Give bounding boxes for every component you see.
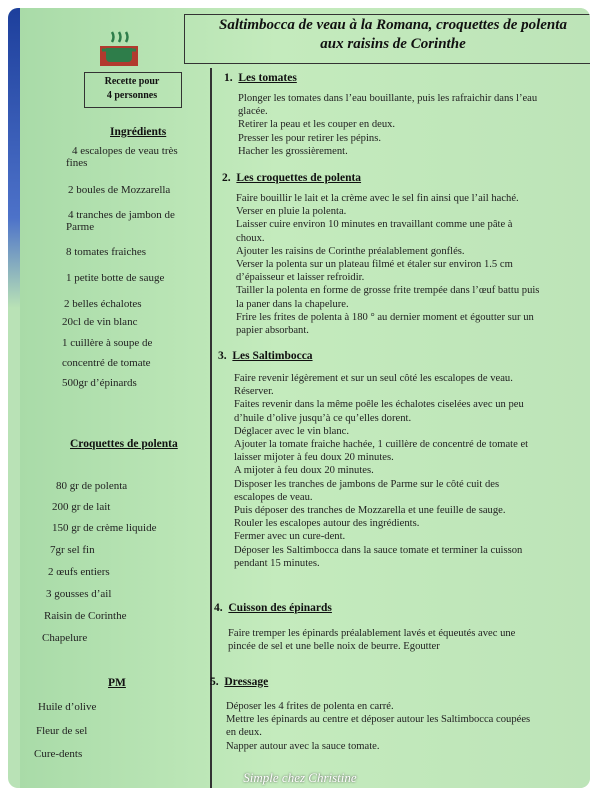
servings-line-2: 4 personnes	[106, 90, 158, 101]
section-saltimbocca-heading	[218, 350, 313, 362]
step-line: Frire les frites de polenta à 180 ° au dernier moment et égoutter sur un	[236, 311, 534, 323]
step-line: Fermer avec un cure-dent.	[234, 531, 346, 543]
section-epinards-steps	[228, 627, 515, 653]
pm-item: Fleur de sel	[36, 725, 88, 737]
step-line: choux.	[236, 232, 265, 244]
step-line: Faites revenir dans la même poêle les échalotes ciselées avec un peu	[234, 399, 524, 411]
ingredient-item: 1 cuillère à soupe de	[62, 337, 153, 349]
section-number: 4.	[214, 602, 223, 614]
ingredients-heading: Ingrédients	[110, 126, 167, 138]
croquette-item: 150 gr de crème liquide	[52, 522, 157, 534]
step-line: Rouler les escalopes autour des ingrédients.	[234, 518, 420, 530]
ingredient-item: 4 tranches de jambon de	[68, 209, 175, 221]
ingredient-item: 2 boules de Mozzarella	[68, 184, 171, 196]
step-line: la paner dans la chapelure.	[236, 298, 349, 310]
servings-line-1: Recette pour	[104, 76, 160, 87]
section-number: 2.	[222, 172, 231, 184]
section-tomates-steps	[238, 92, 537, 158]
step-line: Faire bouillir le lait et la crème avec le sel fin ainsi que l’ail haché.	[236, 193, 519, 204]
recipe-title-line-1: Saltimbocca de veau à la Romana, croquettes de polenta	[219, 17, 567, 33]
recipe-title-line-2: aux raisins de Corinthe	[320, 36, 466, 52]
section-title: Les Saltimbocca	[232, 350, 313, 362]
step-line: Faire tremper les épinards préalablement lavés et équeutés avec une	[228, 628, 516, 639]
section-croquettes-heading	[222, 172, 361, 184]
croquettes-heading: Croquettes de polenta	[70, 438, 178, 450]
section-title: Les croquettes de polenta	[236, 172, 362, 184]
recipe-title	[184, 16, 590, 54]
step-line: Ajouter la tomate fraiche hachée, 1 cuillère de concentré de tomate et	[234, 439, 529, 451]
section-epinards-heading	[214, 602, 332, 614]
ingredient-item: 8 tomates fraiches	[66, 246, 147, 258]
step-line: pendant 15 minutes.	[234, 557, 320, 569]
step-line: Tailler la polenta en forme de grosse frite trempée dans l’œuf battu puis	[236, 285, 540, 297]
step-line: Déposer les Saltimbocca dans la sauce tomate et terminer la cuisson	[234, 544, 523, 556]
step-line: pincée de sel et une belle noix de beurre. Egoutter	[228, 641, 440, 653]
step-line: d’épaisseur et laisser refroidir.	[236, 272, 365, 284]
section-number: 3.	[218, 350, 227, 362]
step-line: Disposer les tranches de jambons de Parme sur le côté cuit des	[234, 478, 500, 490]
ingredient-item: 2 belles échalotes	[64, 298, 142, 310]
watermark: Simple chez Christine	[243, 770, 357, 785]
step-line: Hacher les grossièrement.	[238, 145, 348, 157]
croquette-item: 7gr sel fin	[50, 544, 95, 556]
ingredient-item: concentré de tomate	[62, 357, 151, 369]
servings-label	[84, 75, 180, 103]
croquette-item: 3 gousses d’ail	[46, 588, 112, 600]
ingredient-item: Parme	[66, 221, 95, 233]
croquette-item: Raisin de Corinthe	[44, 610, 127, 622]
step-line: Faire revenir légèrement et sur un seul côté les escalopes de veau.	[234, 373, 513, 384]
step-line: Napper autour avec la sauce tomate.	[226, 740, 380, 752]
step-line: Déglacer avec le vin blanc.	[234, 425, 349, 437]
pm-item: Huile d’olive	[38, 701, 97, 713]
step-line: Retirer la peau et les couper en deux.	[238, 119, 396, 131]
ingredient-item: fines	[66, 157, 88, 169]
step-line: papier absorbant.	[236, 325, 309, 337]
photo-frame	[8, 8, 590, 788]
step-line: Plonger les tomates dans l’eau bouillante, puis les rafraichir dans l’eau	[238, 93, 538, 104]
section-dressage-steps	[226, 700, 530, 753]
ingredient-item: 500gr d’épinards	[62, 377, 137, 389]
step-line: en deux.	[226, 727, 262, 739]
step-line: A mijoter à feu doux 20 minutes.	[234, 465, 374, 477]
step-line: Presser les pour retirer les pépins.	[238, 132, 381, 144]
pm-item: Cure-dents	[34, 748, 83, 760]
step-line: Laisser cuire environ 10 minutes en travaillant comme une pâte à	[236, 219, 513, 231]
croquette-item: Chapelure	[42, 632, 88, 644]
step-line: escalopes de veau.	[234, 491, 313, 503]
step-line: Verser la polenta sur un plateau filmé et étaler sur environ 1.5 cm	[236, 259, 513, 271]
cooking-pot-logo-icon	[98, 26, 140, 68]
section-title: Cuisson des épinards	[228, 602, 332, 614]
ingredient-item: 20cl de vin blanc	[62, 316, 138, 328]
step-line: Réserver.	[234, 386, 274, 398]
section-number: 1.	[224, 72, 233, 84]
step-line: glacée.	[238, 106, 268, 118]
step-line: laisser mijoter à feu doux 20 minutes.	[234, 452, 394, 464]
croquette-item: 200 gr de lait	[52, 501, 111, 513]
step-line: Verser en pluie la polenta.	[236, 206, 347, 218]
section-dressage-heading	[210, 676, 268, 688]
section-croquettes-steps	[236, 192, 539, 337]
step-line: Ajouter les raisins de Corinthe préalablement gonflés.	[236, 245, 465, 257]
ingredient-item: 1 petite botte de sauge	[66, 272, 165, 284]
croquette-item: 80 gr de polenta	[56, 480, 128, 492]
section-saltimbocca-steps	[234, 372, 528, 570]
croquette-item: 2 œufs entiers	[48, 566, 110, 578]
step-line: d’huile d’olive jusqu’à ce qu’elles dorent.	[234, 412, 412, 424]
section-number: 5.	[210, 676, 219, 688]
section-title: Les tomates	[238, 72, 297, 84]
section-tomates-heading	[224, 72, 297, 84]
recipe-sheet	[20, 8, 590, 788]
section-title: Dressage	[224, 676, 269, 688]
step-line: Déposer les 4 frites de polenta en carré.	[226, 701, 394, 712]
step-line: Mettre les épinards au centre et déposer autour les Saltimbocca coupées	[226, 714, 531, 726]
pm-heading: PM	[108, 677, 126, 689]
ingredient-item: 4 escalopes de veau très	[72, 145, 178, 157]
step-line: Puis déposer des tranches de Mozzarella et une feuille de sauge.	[234, 505, 506, 517]
